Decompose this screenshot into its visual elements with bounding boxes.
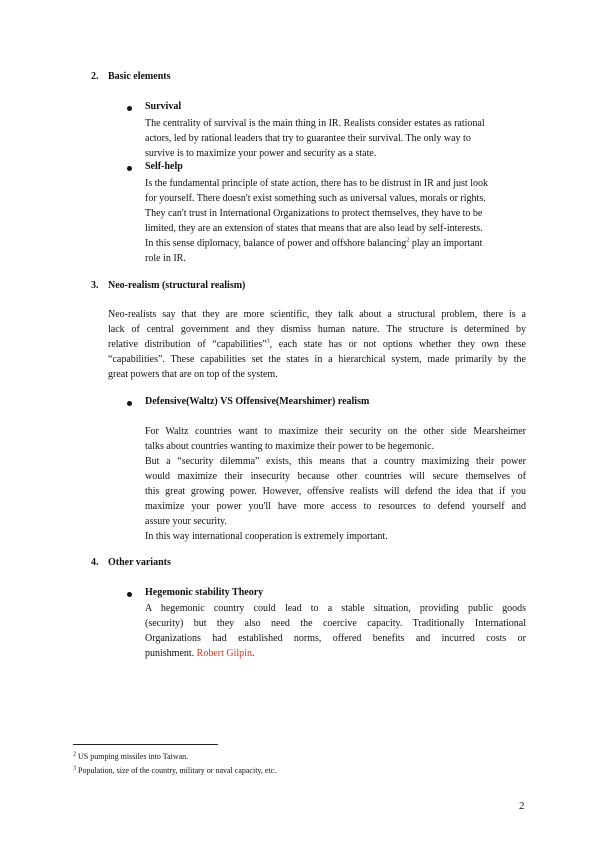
text-line: role in IR. (145, 253, 186, 264)
bullet-dot-icon (127, 401, 132, 406)
footnote-text: Population, size of the country, military or naval capacity, etc. (78, 766, 277, 775)
section-title: Neo-realism (structural realism) (108, 280, 246, 291)
bullet-title-survival: Survival (145, 101, 182, 112)
footnote-text: US pumping missiles into Taiwan. (78, 752, 189, 761)
text-line (108, 337, 526, 352)
text-line: this great growing power. However, offensive realists will defend the idea that if you (145, 486, 526, 497)
section-title: Other variants (108, 557, 171, 568)
section-number: 2. (91, 71, 99, 82)
bullet-dot-icon (127, 166, 132, 171)
text-line: talks about countries wanting to maximize their power to be hegemonic. (145, 441, 435, 452)
text-line: for yourself. There doesn't exist something such as universal values, morals or rights. (145, 193, 486, 204)
bullet-dot-icon (127, 592, 132, 597)
text-line: Is the fundamental principle of state action, there has to be distrust in IR and just look (145, 178, 488, 189)
text-line (145, 236, 525, 251)
text-line: They can't trust in International Organizations to protect themselves, they have to be (145, 208, 483, 219)
text-segment: , each state has or not options whether they own these (269, 339, 526, 350)
self-help-paragraph (145, 176, 525, 266)
section-title: Basic elements (108, 71, 171, 82)
text-line: The centrality of survival is the main thing in IR. Realists consider estates as rational (145, 118, 485, 129)
bullet-title-defensive-offensive: Defensive(Waltz) VS Offensive(Mearshimer) realism (145, 396, 370, 407)
footnote-mark: 3 (73, 765, 76, 772)
text-segment: In this sense diplomacy, balance of power and offshore balancing (145, 238, 407, 249)
text-line: great powers that are on top of the system. (108, 369, 278, 380)
bullet-title-hegemonic: Hegemonic stability Theory (145, 587, 264, 598)
author-link-robert-gilpin[interactable]: Robert Gilpin (196, 648, 252, 659)
section-heading-4 (91, 557, 171, 568)
bullet-title-self-help: Self-help (145, 161, 183, 172)
text-line: survive is to maximize your power and security as a state. (145, 148, 377, 159)
section-number: 3. (91, 280, 99, 291)
text-line: maximize your power you'll have more access to resources to defend yourself and (145, 501, 526, 512)
survival-paragraph (145, 116, 519, 161)
text-line: Organizations had established norms, offered benefits and incurred costs or (145, 633, 526, 644)
footnote-3 (73, 766, 276, 775)
text-segment: . (251, 648, 255, 659)
text-line: would maximize their insecurity because other countries will secure themselves of (145, 471, 526, 482)
text-segment: punishment. (145, 648, 197, 659)
footnote-2 (73, 752, 188, 761)
text-line: Neo-realists say that they are more scientific, they talk about a structural problem, there is a (108, 309, 526, 320)
defensive-paragraph (145, 424, 526, 544)
text-line: “capabilities”. These capabilities set the states in a hierarchical system, made primarily by the (108, 354, 526, 365)
text-line: actors, led by rational leaders that try to guarantee their survival. The only way to (145, 133, 471, 144)
hegemonic-paragraph (145, 601, 526, 661)
footnote-mark: 2 (73, 751, 76, 758)
bullet-dot-icon (127, 106, 132, 111)
section-heading-3 (91, 280, 245, 291)
text-line: assure your security. (145, 516, 227, 527)
footnote-ref[interactable]: 3 (266, 338, 270, 345)
text-line: For Waltz countries want to maximize their security on the other side Mearsheimer (145, 426, 526, 437)
footnote-separator (73, 744, 218, 745)
neo-realism-paragraph (108, 307, 526, 382)
text-line: In this way international cooperation is extremely important. (145, 531, 388, 542)
text-line: lack of central government and they dismiss human nature. The structure is determined by (108, 324, 526, 335)
text-line: A hegemonic country could lead to a stable situation, providing public goods (145, 603, 526, 614)
footnote-ref[interactable]: 2 (406, 237, 410, 244)
section-heading-2 (91, 71, 171, 82)
text-segment: relative distribution of “capabilities” (108, 339, 267, 350)
section-number: 4. (91, 557, 99, 568)
text-line: (security) but they also need the coercive capacity. Traditionally International (145, 618, 526, 629)
text-line: But a “security dilemma” exists, this means that a country maximizing their power (145, 456, 526, 467)
page-number: 2 (519, 800, 525, 812)
text-line: limited, they are an extension of states that means that are also lead by self-interests. (145, 223, 483, 234)
text-line (145, 646, 526, 661)
text-segment: play an important (409, 238, 483, 249)
